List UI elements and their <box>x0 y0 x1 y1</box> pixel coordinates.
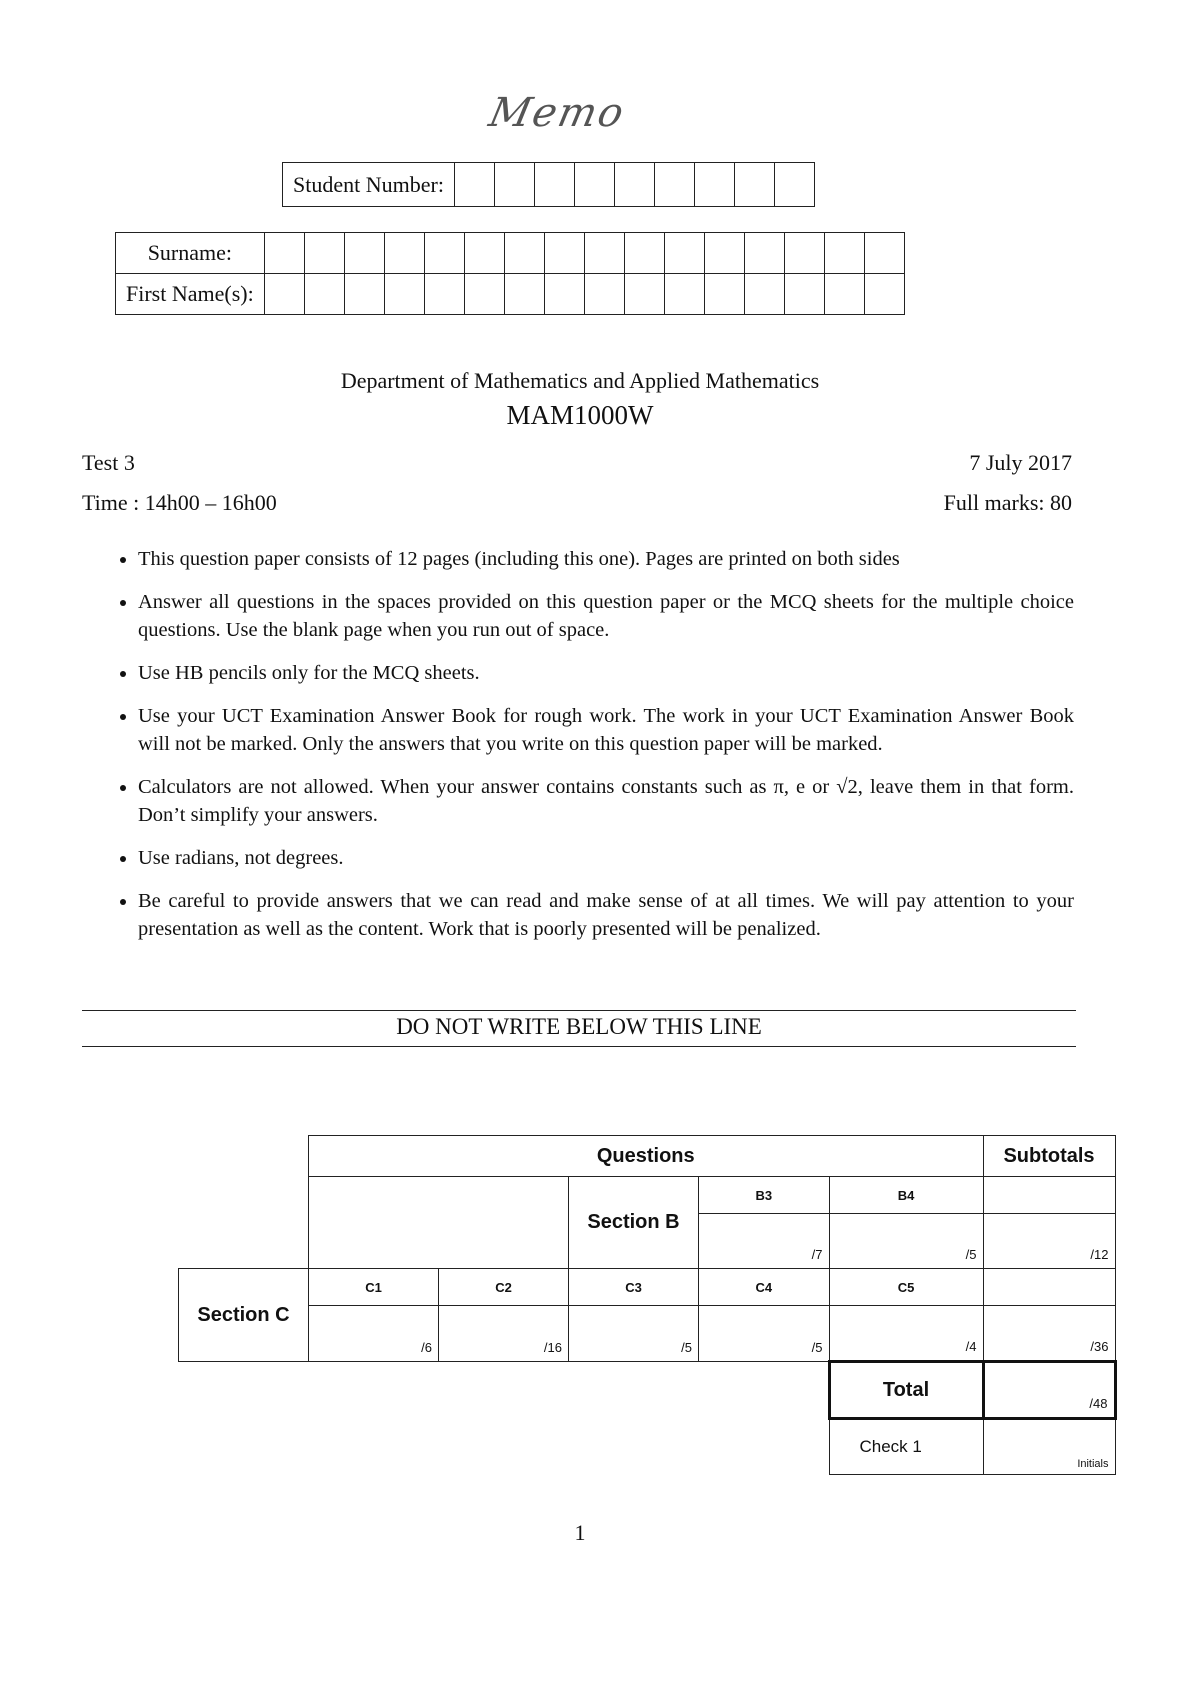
first-name-box[interactable] <box>264 274 304 315</box>
first-name-box[interactable] <box>864 274 904 315</box>
first-name-box[interactable] <box>824 274 864 315</box>
c5-mark-cell[interactable]: /4 <box>829 1306 983 1362</box>
c4-mark-cell[interactable]: /5 <box>699 1306 830 1362</box>
instruction-item: • Be careful to provide answers that we can read and make sense of at all times. We will pay attention to your presentation as well as the content. Work that is poorly presented will be penalized. <box>138 887 1074 943</box>
course-code: MAM1000W <box>506 400 654 430</box>
student-number-box[interactable] <box>774 163 814 207</box>
test-date: 7 July 2017 <box>969 450 1072 475</box>
surname-box[interactable] <box>664 233 704 274</box>
student-number-label: Student Number: <box>283 163 455 207</box>
student-number-box[interactable] <box>494 163 534 207</box>
first-name-box[interactable] <box>424 274 464 315</box>
instruction-item: • Use your UCT Examination Answer Book for rough work. The work in your UCT Examination Answer Book will not be marked. Only the answers that you write on this question paper will be marked. <box>138 702 1074 758</box>
surname-label: Surname: <box>116 233 265 274</box>
c3-mark-cell[interactable]: /5 <box>569 1306 699 1362</box>
c1-mark-cell[interactable]: /6 <box>309 1306 439 1362</box>
instruction-item: • Use radians, not degrees. <box>138 844 1074 872</box>
surname-box[interactable] <box>424 233 464 274</box>
total-mark-cell[interactable]: /48 <box>983 1362 1115 1419</box>
instructions <box>112 545 1074 958</box>
surname-box[interactable] <box>544 233 584 274</box>
surname-box[interactable] <box>624 233 664 274</box>
test-number: Test 3 <box>82 450 135 475</box>
student-number-box[interactable] <box>654 163 694 207</box>
student-number-box[interactable] <box>454 163 494 207</box>
section-c-label: Section C <box>179 1269 309 1362</box>
first-name-box[interactable] <box>624 274 664 315</box>
marks-table <box>178 1135 1117 1475</box>
instruction-item: • Use HB pencils only for the MCQ sheets. <box>138 659 1074 687</box>
questions-header: Questions <box>309 1136 984 1177</box>
student-number-box[interactable] <box>574 163 614 207</box>
first-name-box[interactable] <box>704 274 744 315</box>
c3-header: C3 <box>569 1269 699 1306</box>
surname-box[interactable] <box>304 233 344 274</box>
surname-box[interactable] <box>744 233 784 274</box>
subtotal-blank <box>983 1269 1115 1306</box>
student-number-grid <box>282 162 815 207</box>
divider-bottom <box>82 1046 1076 1047</box>
student-number-box[interactable] <box>534 163 574 207</box>
first-name-box[interactable] <box>344 274 384 315</box>
c5-header: C5 <box>829 1269 983 1306</box>
subtotals-header: Subtotals <box>983 1136 1115 1177</box>
first-name-box[interactable] <box>664 274 704 315</box>
check-label: Check 1 <box>829 1419 983 1475</box>
c1-header: C1 <box>309 1269 439 1306</box>
first-name-box[interactable] <box>504 274 544 315</box>
surname-box[interactable] <box>704 233 744 274</box>
divider-top <box>82 1010 1076 1011</box>
surname-box[interactable] <box>384 233 424 274</box>
student-number-box[interactable] <box>734 163 774 207</box>
surname-box[interactable] <box>264 233 304 274</box>
first-name-box[interactable] <box>384 274 424 315</box>
surname-box[interactable] <box>824 233 864 274</box>
initials-cell[interactable]: Initials <box>983 1419 1115 1475</box>
b3-header: B3 <box>699 1177 830 1214</box>
instruction-item: • This question paper consists of 12 pages (including this one). Pages are printed on both sides <box>138 545 1074 573</box>
subtotal-blank <box>983 1177 1115 1214</box>
first-name-box[interactable] <box>304 274 344 315</box>
blank-cell <box>309 1177 569 1269</box>
surname-box[interactable] <box>344 233 384 274</box>
b4-mark-cell[interactable]: /5 <box>829 1214 983 1269</box>
memo-handwriting: Memo <box>485 90 630 136</box>
student-number-box[interactable] <box>694 163 734 207</box>
surname-box[interactable] <box>464 233 504 274</box>
first-names-label: First Name(s): <box>116 274 265 315</box>
surname-box[interactable] <box>584 233 624 274</box>
student-number-box[interactable] <box>614 163 654 207</box>
department-name: Department of Mathematics and Applied Mathematics <box>340 368 820 393</box>
first-name-box[interactable] <box>544 274 584 315</box>
surname-box[interactable] <box>504 233 544 274</box>
test-time: Time : 14h00 – 16h00 <box>82 490 277 515</box>
first-name-box[interactable] <box>464 274 504 315</box>
do-not-write-notice: DO NOT WRITE BELOW THIS LINE <box>396 1014 762 1039</box>
full-marks: Full marks: 80 <box>943 490 1072 515</box>
first-name-box[interactable] <box>784 274 824 315</box>
page-number: 1 <box>574 1520 586 1545</box>
b3-mark-cell[interactable]: /7 <box>699 1214 830 1269</box>
section-c-subtotal-cell[interactable]: /36 <box>983 1306 1115 1362</box>
surname-box[interactable] <box>784 233 824 274</box>
first-name-box[interactable] <box>744 274 784 315</box>
first-name-box[interactable] <box>584 274 624 315</box>
instruction-item: • Calculators are not allowed. When your answer contains constants such as π, e or √2, leave them in that form. Don’t simplify your answers. <box>138 773 1074 829</box>
total-label: Total <box>829 1362 983 1419</box>
section-b-label: Section B <box>569 1177 699 1269</box>
surname-box[interactable] <box>864 233 904 274</box>
b4-header: B4 <box>829 1177 983 1214</box>
c4-header: C4 <box>699 1269 830 1306</box>
c2-mark-cell[interactable]: /16 <box>439 1306 569 1362</box>
section-b-subtotal-cell[interactable]: /12 <box>983 1214 1115 1269</box>
c2-header: C2 <box>439 1269 569 1306</box>
instruction-item: • Answer all questions in the spaces provided on this question paper or the MCQ sheets for the multiple choice questions. Use the blank page when you run out of space. <box>138 588 1074 644</box>
name-grid <box>115 232 905 315</box>
